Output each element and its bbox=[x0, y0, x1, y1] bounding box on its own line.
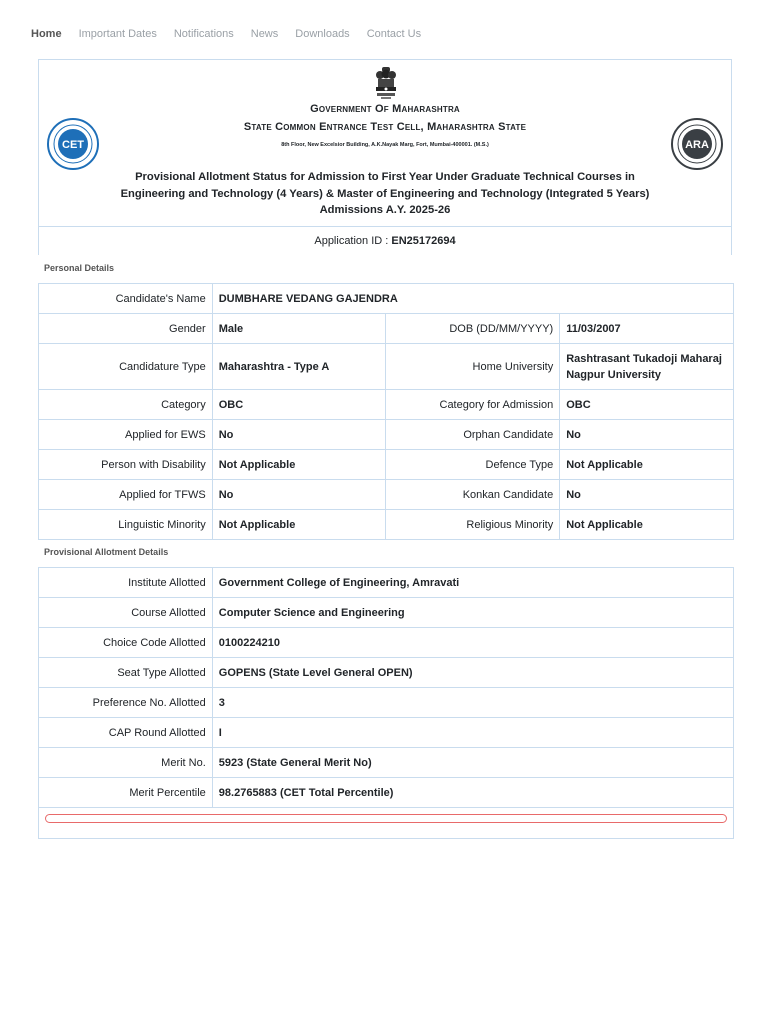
nav-notifications[interactable]: Notifications bbox=[173, 28, 234, 40]
field-label: Merit Percentile bbox=[39, 778, 213, 808]
field-value: Rashtrasant Tukadoji Maharaj Nagpur University bbox=[560, 344, 734, 390]
field-value: Maharashtra - Type A bbox=[212, 344, 386, 390]
field-value: GOPENS (State Level General OPEN) bbox=[212, 658, 733, 688]
table-row bbox=[39, 284, 734, 314]
cet-cell-title: State Common Entrance Test Cell, Maharashtra State bbox=[243, 121, 527, 133]
field-label: Person with Disability bbox=[39, 450, 213, 480]
field-label: Preference No. Allotted bbox=[39, 688, 213, 718]
nav-important-dates[interactable]: Important Dates bbox=[78, 28, 157, 40]
field-label: CAP Round Allotted bbox=[39, 718, 213, 748]
field-label: Candidature Type bbox=[39, 344, 213, 390]
allotment-details-table bbox=[38, 567, 734, 808]
field-label: Course Allotted bbox=[39, 598, 213, 628]
table-row bbox=[39, 778, 734, 808]
field-value: 5923 (State General Merit No) bbox=[212, 748, 733, 778]
field-value: Not Applicable bbox=[560, 510, 734, 540]
application-id-label: Application ID : bbox=[314, 235, 392, 247]
field-value: 3 bbox=[212, 688, 733, 718]
field-value: OBC bbox=[560, 390, 734, 420]
field-value: Government College of Engineering, Amravati bbox=[212, 568, 733, 598]
field-value: No bbox=[212, 480, 386, 510]
field-label: Konkan Candidate bbox=[386, 480, 560, 510]
cet-logo-text: CET bbox=[62, 139, 84, 151]
field-value: OBC bbox=[212, 390, 386, 420]
empty-pill-bar bbox=[45, 814, 727, 823]
table-row bbox=[39, 748, 734, 778]
table-row bbox=[39, 420, 734, 450]
field-value: No bbox=[212, 420, 386, 450]
office-address: 8th Floor, New Excelsior Building, A.K.Nayak Marg, Fort, Mumbai-400001. (M.S.) bbox=[281, 142, 489, 148]
ara-logo-text: ARA bbox=[685, 139, 709, 151]
table-row bbox=[39, 314, 734, 344]
field-label: Home University bbox=[386, 344, 560, 390]
table-row bbox=[39, 718, 734, 748]
field-label: Applied for EWS bbox=[39, 420, 213, 450]
field-label: DOB (DD/MM/YYYY) bbox=[386, 314, 560, 344]
field-label: Institute Allotted bbox=[39, 568, 213, 598]
personal-details-table bbox=[38, 283, 734, 540]
field-value: I bbox=[212, 718, 733, 748]
table-row bbox=[39, 510, 734, 540]
field-value: Not Applicable bbox=[560, 450, 734, 480]
field-label: Defence Type bbox=[386, 450, 560, 480]
nav-home[interactable]: Home bbox=[31, 28, 62, 40]
field-value: No bbox=[560, 420, 734, 450]
field-value: 98.2765883 (CET Total Percentile) bbox=[212, 778, 733, 808]
field-label: Religious Minority bbox=[386, 510, 560, 540]
field-label: Choice Code Allotted bbox=[39, 628, 213, 658]
national-emblem-icon bbox=[373, 66, 399, 100]
field-label: Orphan Candidate bbox=[386, 420, 560, 450]
application-id-value: EN25172694 bbox=[391, 235, 456, 247]
table-row bbox=[39, 598, 734, 628]
table-row bbox=[39, 568, 734, 598]
header-box bbox=[38, 59, 732, 255]
top-nav bbox=[31, 28, 421, 40]
table-row bbox=[39, 658, 734, 688]
field-value: 11/03/2007 bbox=[560, 314, 734, 344]
table-row bbox=[39, 450, 734, 480]
field-value: Computer Science and Engineering bbox=[212, 598, 733, 628]
application-id bbox=[39, 235, 731, 247]
field-label: Seat Type Allotted bbox=[39, 658, 213, 688]
table-row bbox=[39, 390, 734, 420]
nav-downloads[interactable]: Downloads bbox=[295, 28, 350, 40]
nav-contact-us[interactable]: Contact Us bbox=[366, 28, 422, 40]
nav-news[interactable]: News bbox=[250, 28, 279, 40]
candidate-name-label: Candidate's Name bbox=[39, 284, 213, 314]
field-value: Not Applicable bbox=[212, 450, 386, 480]
header-divider bbox=[39, 226, 731, 227]
field-value: No bbox=[560, 480, 734, 510]
allotment-details-label: Provisional Allotment Details bbox=[44, 547, 169, 557]
page-title: Provisional Allotment Status for Admission to First Year Under Graduate Technical Courses in Engineering and Technology (4 Years) & Master of Engineering and Technology (Integrated 5 Years) Admissions A.Y. 2025-26 bbox=[120, 171, 650, 216]
table-row bbox=[39, 628, 734, 658]
table-row bbox=[39, 480, 734, 510]
field-label: Gender bbox=[39, 314, 213, 344]
field-value: Not Applicable bbox=[212, 510, 386, 540]
field-value: Male bbox=[212, 314, 386, 344]
field-label: Category for Admission bbox=[386, 390, 560, 420]
field-label: Applied for TFWS bbox=[39, 480, 213, 510]
personal-details-label: Personal Details bbox=[44, 263, 115, 273]
table-row bbox=[39, 688, 734, 718]
field-label: Linguistic Minority bbox=[39, 510, 213, 540]
table-row bbox=[39, 344, 734, 390]
field-label: Category bbox=[39, 390, 213, 420]
candidate-name-value: DUMBHARE VEDANG GAJENDRA bbox=[212, 284, 733, 314]
government-title: Government Of Maharashtra bbox=[310, 103, 460, 115]
field-value: 0100224210 bbox=[212, 628, 733, 658]
field-label: Merit No. bbox=[39, 748, 213, 778]
footer-box bbox=[38, 808, 734, 839]
